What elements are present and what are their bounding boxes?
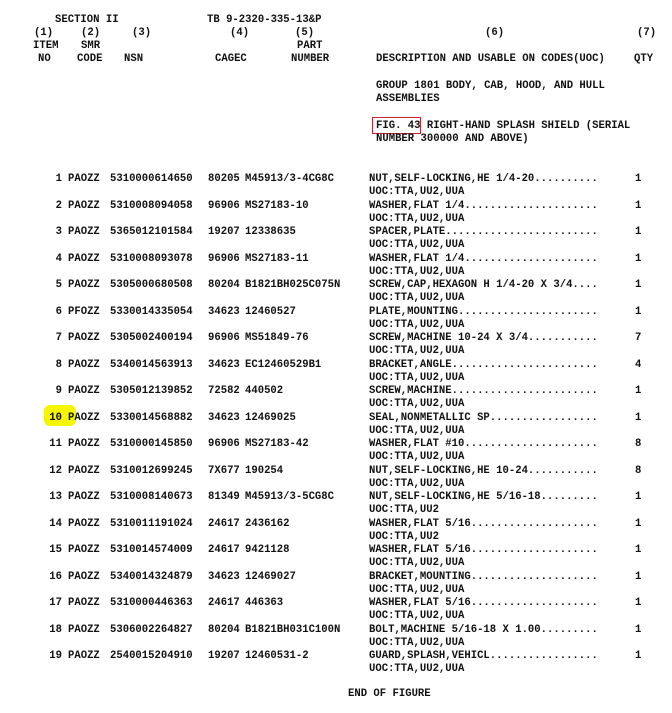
quantity: 1	[635, 623, 642, 636]
quantity: 1	[635, 173, 642, 185]
description: WASHER,FLAT 1/4.....................	[369, 252, 598, 265]
smr-code: PAOZZ	[68, 597, 100, 609]
description: SCREW,CAP,HEXAGON H 1/4-20 X 3/4....	[369, 279, 598, 291]
cagec-value: 19207	[208, 650, 240, 662]
col2-heading: SMR	[81, 40, 101, 52]
cagec-value: 96906	[208, 252, 240, 265]
quantity: 1	[635, 279, 642, 291]
uoc-codes: UOC:TTA,UU2,UUA	[369, 424, 465, 437]
quantity: 1	[635, 544, 642, 556]
part-number: M45913/3-5CG8C	[245, 491, 335, 503]
smr-code: PAOZZ	[68, 199, 100, 212]
quantity: 1	[635, 411, 642, 424]
item-number: 15	[49, 544, 62, 556]
quantity: 1	[635, 199, 642, 212]
cagec-value: 34623	[208, 411, 240, 424]
col1-number: (1)	[34, 27, 54, 39]
figure-title-cont: NUMBER 300000 AND ABOVE)	[376, 133, 529, 145]
uoc-codes: UOC:TTA,UU2	[369, 530, 439, 543]
cagec-value: 80205	[208, 173, 240, 185]
cagec-value: 96906	[208, 199, 240, 212]
smr-code: PAOZZ	[68, 438, 100, 450]
col7-number: (7)	[637, 27, 657, 39]
nsn-value: 5310012699245	[110, 464, 193, 477]
smr-code: PAOZZ	[68, 517, 100, 530]
smr-code: PAOZZ	[68, 226, 100, 238]
quantity: 1	[635, 570, 642, 583]
nsn-value: 5306002264827	[110, 623, 193, 636]
part-number: MS51849-76	[245, 332, 309, 344]
uoc-codes: UOC:TTA,UU2,UUA	[369, 557, 465, 569]
col1-subheading: NO	[38, 53, 51, 65]
cagec-value: 24617	[208, 597, 240, 609]
nsn-value: 5305012139852	[110, 385, 193, 397]
quantity: 1	[635, 305, 642, 318]
smr-code: PAOZZ	[68, 279, 100, 291]
item-number: 8	[55, 358, 62, 371]
nsn-value: 5305000680508	[110, 279, 193, 291]
description: WASHER,FLAT 5/16....................	[369, 544, 598, 556]
quantity: 8	[635, 438, 642, 450]
uoc-codes: UOC:TTA,UU2,UUA	[369, 318, 465, 331]
section-title: SECTION II	[55, 14, 119, 26]
uoc-codes: UOC:TTA,UU2,UUA	[369, 636, 465, 649]
uoc-codes: UOC:TTA,UU2,UUA	[369, 265, 465, 278]
uoc-codes: UOC:TTA,UU2,UUA	[369, 292, 465, 304]
smr-code: PAOZZ	[68, 252, 100, 265]
item-number: 5	[55, 279, 62, 291]
smr-code: PAOZZ	[68, 650, 100, 662]
nsn-value: 5305002400194	[110, 332, 193, 344]
description: NUT,SELF-LOCKING,HE 1/4-20..........	[369, 173, 598, 185]
nsn-value: 5365012101584	[110, 226, 193, 238]
part-number: 12460527	[245, 305, 296, 318]
uoc-codes: UOC:TTA,UU2,UUA	[369, 451, 465, 463]
description: WASHER,FLAT #10.....................	[369, 438, 598, 450]
item-number: 11	[49, 438, 62, 450]
smr-code: PAOZZ	[68, 491, 100, 503]
smr-code: PAOZZ	[68, 623, 100, 636]
part-number: 12460531-2	[245, 650, 309, 662]
part-number: MS27183-10	[245, 199, 309, 212]
nsn-value: 5310000145850	[110, 438, 193, 450]
cagec-value: 72582	[208, 385, 240, 397]
nsn-value: 5310008094058	[110, 199, 193, 212]
part-number: M45913/3-4CG8C	[245, 173, 335, 185]
smr-code: PAOZZ	[68, 570, 100, 583]
cagec-value: 34623	[208, 358, 240, 371]
item-number: 19	[49, 650, 62, 662]
smr-code: PAOZZ	[68, 411, 100, 424]
col5-heading: PART	[297, 40, 323, 52]
item-number: 17	[49, 597, 62, 609]
quantity: 1	[635, 597, 642, 609]
quantity: 1	[635, 517, 642, 530]
cagec-value: 96906	[208, 332, 240, 344]
col6-number: (6)	[485, 27, 505, 39]
nsn-value: 5340014563913	[110, 358, 193, 371]
col3-heading: NSN	[124, 53, 144, 65]
quantity: 1	[635, 226, 642, 238]
uoc-codes: UOC:TTA,UU2,UUA	[369, 186, 465, 198]
cagec-value: 7X677	[208, 464, 240, 477]
tb-number: TB 9-2320-335-13&P	[207, 14, 322, 26]
nsn-value: 5340014324879	[110, 570, 193, 583]
part-number: MS27183-42	[245, 438, 309, 450]
part-number: 12469025	[245, 411, 296, 424]
uoc-codes: UOC:TTA,UU2,UUA	[369, 371, 465, 384]
description: BRACKET,ANGLE.......................	[369, 358, 598, 371]
col6-heading: DESCRIPTION AND USABLE ON CODES(UOC)	[376, 53, 605, 65]
item-number: 4	[55, 252, 62, 265]
part-number: 440502	[245, 385, 284, 397]
cagec-value: 80204	[208, 623, 240, 636]
nsn-value: 5330014335054	[110, 305, 193, 318]
description: SCREW,MACHINE.......................	[369, 385, 598, 397]
group-title: GROUP 1801 BODY, CAB, HOOD, AND HULL	[376, 80, 605, 92]
item-number: 7	[55, 332, 62, 344]
cagec-value: 24617	[208, 517, 240, 530]
description: WASHER,FLAT 1/4.....................	[369, 199, 598, 212]
item-number: 1	[55, 173, 62, 185]
smr-code: PAOZZ	[68, 358, 100, 371]
quantity: 1	[635, 650, 642, 662]
item-number: 14	[49, 517, 62, 530]
part-number: 12338635	[245, 226, 296, 238]
end-of-figure: END OF FIGURE	[348, 688, 431, 700]
col2-subheading: CODE	[77, 53, 103, 65]
description: SPACER,PLATE........................	[369, 226, 598, 238]
item-number: 12	[49, 464, 62, 477]
nsn-value: 5310000614650	[110, 173, 193, 185]
uoc-codes: UOC:TTA,UU2	[369, 504, 439, 516]
description: WASHER,FLAT 5/16....................	[369, 597, 598, 609]
quantity: 4	[635, 358, 642, 371]
col2-number: (2)	[81, 27, 101, 39]
item-number: 9	[55, 385, 62, 397]
cagec-value: 24617	[208, 544, 240, 556]
nsn-value: 5310014574009	[110, 544, 193, 556]
cagec-value: 34623	[208, 570, 240, 583]
quantity: 7	[635, 332, 642, 344]
uoc-codes: UOC:TTA,UU2,UUA	[369, 398, 465, 410]
uoc-codes: UOC:TTA,UU2,UUA	[369, 610, 465, 622]
uoc-codes: UOC:TTA,UU2,UUA	[369, 477, 465, 490]
smr-code: PAOZZ	[68, 464, 100, 477]
description: NUT,SELF-LOCKING,HE 10-24...........	[369, 464, 598, 477]
item-number: 3	[55, 226, 62, 238]
item-number: 10	[49, 411, 62, 424]
uoc-codes: UOC:TTA,UU2,UUA	[369, 345, 465, 357]
figure-title: FIG. 43 RIGHT-HAND SPLASH SHIELD (SERIAL	[376, 120, 631, 132]
description: NUT,SELF-LOCKING,HE 5/16-18.........	[369, 491, 598, 503]
col7-heading: QTY	[634, 53, 654, 65]
nsn-value: 5310000446363	[110, 597, 193, 609]
col5-number: (5)	[295, 27, 315, 39]
uoc-codes: UOC:TTA,UU2,UUA	[369, 212, 465, 225]
description: WASHER,FLAT 5/16....................	[369, 517, 598, 530]
quantity: 8	[635, 464, 642, 477]
description: BOLT,MACHINE 5/16-18 X 1.00.........	[369, 623, 598, 636]
uoc-codes: UOC:TTA,UU2,UUA	[369, 583, 465, 596]
nsn-value: 5310008140673	[110, 491, 193, 503]
col4-heading: CAGEC	[215, 53, 247, 65]
nsn-value: 5330014568882	[110, 411, 193, 424]
part-number: MS27183-11	[245, 252, 309, 265]
description: PLATE,MOUNTING......................	[369, 305, 598, 318]
description: SCREW,MACHINE 10-24 X 3/4...........	[369, 332, 598, 344]
cagec-value: 81349	[208, 491, 240, 503]
smr-code: PAOZZ	[68, 385, 100, 397]
cagec-value: 19207	[208, 226, 240, 238]
cagec-value: 80204	[208, 279, 240, 291]
smr-code: PFOZZ	[68, 305, 100, 318]
item-number: 2	[55, 199, 62, 212]
nsn-value: 2540015204910	[110, 650, 193, 662]
item-number: 13	[49, 491, 62, 503]
uoc-codes: UOC:TTA,UU2,UUA	[369, 239, 465, 251]
cagec-value: 96906	[208, 438, 240, 450]
item-number: 18	[49, 623, 62, 636]
smr-code: PAOZZ	[68, 544, 100, 556]
part-number: 2436162	[245, 517, 290, 530]
uoc-codes: UOC:TTA,UU2,UUA	[369, 663, 465, 675]
item-number: 16	[49, 570, 62, 583]
part-number: B1821BH031C100N	[245, 623, 341, 636]
cagec-value: 34623	[208, 305, 240, 318]
quantity: 1	[635, 252, 642, 265]
part-number: 12469027	[245, 570, 296, 583]
group-title-cont: ASSEMBLIES	[376, 93, 440, 105]
part-number: 190254	[245, 464, 284, 477]
smr-code: PAOZZ	[68, 332, 100, 344]
part-number: 446363	[245, 597, 284, 609]
quantity: 1	[635, 491, 642, 503]
item-number: 6	[55, 305, 62, 318]
part-number: EC12460529B1	[245, 358, 322, 371]
col5-subheading: NUMBER	[291, 53, 330, 65]
description: SEAL,NONMETALLIC SP.................	[369, 411, 598, 424]
smr-code: PAOZZ	[68, 173, 100, 185]
col3-number: (3)	[132, 27, 152, 39]
quantity: 1	[635, 385, 642, 397]
part-number: B1821BH025C075N	[245, 279, 341, 291]
nsn-value: 5310008093078	[110, 252, 193, 265]
col4-number: (4)	[230, 27, 250, 39]
description: GUARD,SPLASH,VEHICL.................	[369, 650, 598, 662]
description: BRACKET,MOUNTING....................	[369, 570, 598, 583]
nsn-value: 5310011191024	[110, 517, 193, 530]
col1-heading: ITEM	[33, 40, 59, 52]
part-number: 9421128	[245, 544, 290, 556]
